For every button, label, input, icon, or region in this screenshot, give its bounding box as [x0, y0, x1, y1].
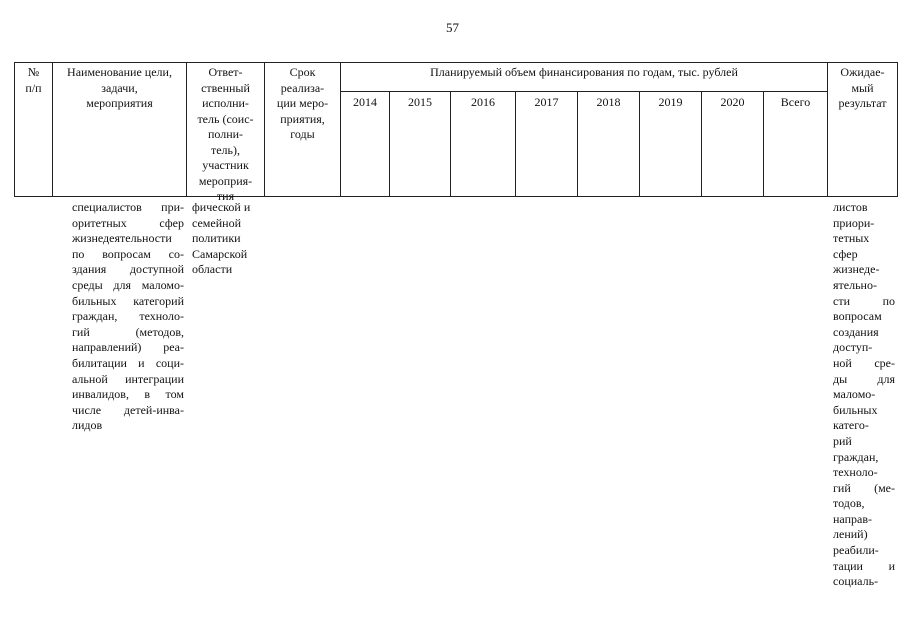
name-text-line: лидов	[72, 418, 103, 433]
result-text-line: приори-	[833, 215, 875, 230]
result-text-line: катего-	[833, 418, 869, 433]
result-text-line: рий	[833, 433, 852, 448]
result-text-line: направ-	[833, 511, 872, 526]
result-text-line: гий (ме-	[833, 480, 895, 495]
result-text-line: листов	[833, 200, 868, 214]
name-text-line: числе детей-инва-	[72, 402, 184, 417]
result-text-line: сфер	[833, 246, 858, 261]
header-period: Срок реализа- ции меро- приятия, годы	[276, 65, 329, 141]
header-responsible: Ответ- ственный исполни- тель (соис- полни- тель), участник мероприя- тия	[197, 65, 254, 203]
result-text-line: бильных	[833, 402, 878, 417]
name-text-line: альной интеграции	[72, 371, 184, 386]
result-text-line: маломо-	[833, 387, 876, 402]
header-year-2018: 2018	[596, 95, 621, 109]
result-text-line: жизнеде-	[833, 262, 880, 277]
name-text-line: бильных категорий	[72, 293, 184, 308]
header-num: № п/п	[25, 65, 42, 95]
name-text-line: граждан, техноло-	[72, 309, 184, 324]
result-text-line: ной сре-	[833, 355, 895, 370]
result-text-line: техноло-	[833, 465, 878, 480]
header-name: Наименование цели, задачи, мероприятия	[67, 65, 172, 110]
result-text-line: граждан,	[833, 449, 879, 464]
header-total: Всего	[780, 95, 811, 109]
name-text-line: оритетных сфер	[72, 215, 184, 230]
name-text-line: гий (методов,	[72, 324, 184, 339]
header-year-2017: 2017	[534, 95, 559, 109]
responsible-text-line: области	[192, 262, 233, 277]
name-text-line: среды для маломо-	[72, 277, 184, 292]
result-text-line: ды для	[833, 371, 895, 386]
row-responsible-cell	[192, 200, 264, 278]
name-text-line: специалистов при-	[72, 200, 184, 214]
result-text-line: тодов,	[833, 496, 865, 511]
result-text-line: вопросам	[833, 309, 882, 324]
header-year-2014: 2014	[353, 95, 377, 109]
responsible-text-line: Самарской	[192, 246, 248, 261]
name-text-line: по вопросам со-	[72, 246, 184, 261]
page-number: 57	[446, 20, 459, 35]
name-text-line: инвалидов, в том	[72, 387, 184, 402]
result-text-line: социаль-	[833, 574, 879, 589]
result-text-line: тетных	[833, 231, 870, 246]
header-year-2020: 2020	[720, 95, 745, 109]
result-text-line: сти по	[833, 293, 895, 308]
name-text-line: жизнедеятельности	[72, 231, 172, 246]
responsible-text-line: фической и	[192, 200, 251, 214]
responsible-text-line: семейной	[192, 215, 241, 230]
result-text-line: лений)	[833, 527, 868, 542]
result-text-line: ятельно-	[833, 277, 877, 292]
result-text-line: тации и	[833, 558, 895, 573]
table-header	[14, 62, 898, 203]
name-text-line: билитации и соци-	[72, 355, 184, 370]
result-text-line: реабили-	[833, 543, 879, 558]
header-year-2019: 2019	[658, 95, 683, 109]
header-year-2016: 2016	[471, 95, 495, 109]
name-text-line: направлений) реа-	[72, 340, 184, 355]
result-text-line: создания	[833, 324, 879, 339]
row-name-cell	[72, 200, 184, 434]
header-result: Ожидае- мый результат	[838, 65, 887, 110]
responsible-text-line: политики	[192, 231, 241, 246]
name-text-line: здания доступной	[72, 262, 184, 277]
header-financing: Планируемый объем финансирования по годам, тыс. рублей	[430, 65, 738, 79]
row-result-cell	[833, 200, 895, 590]
result-text-line: доступ-	[833, 340, 873, 355]
header-year-2015: 2015	[408, 95, 432, 109]
